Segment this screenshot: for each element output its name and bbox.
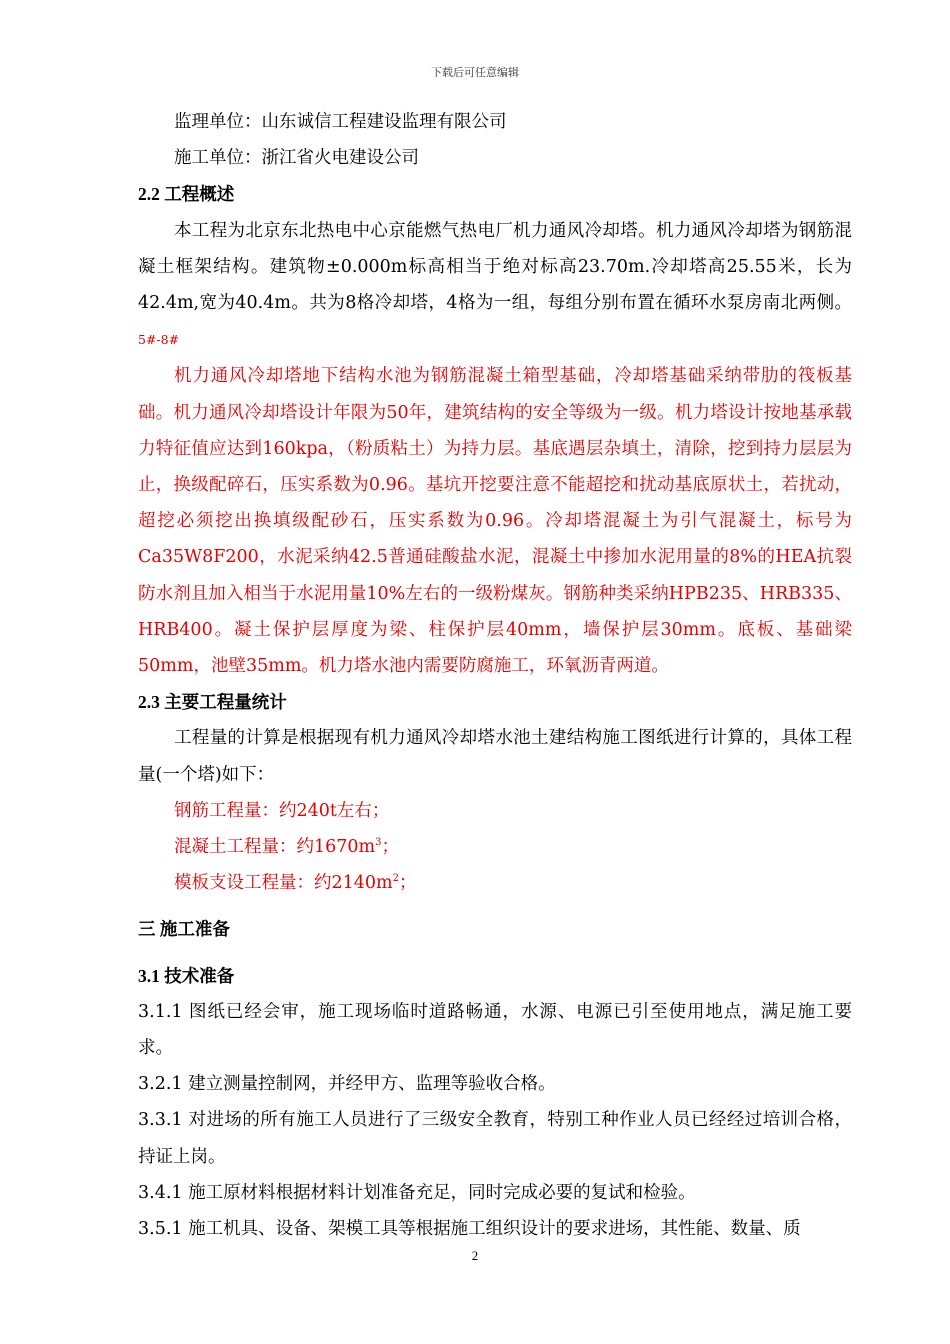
structure-paragraph: 机力通风冷却塔地下结构水池为钢筋混凝土箱型基础，冷却塔基础采纳带肋的筏板基础。机力通风冷却塔设计年限为50年，建筑结构的安全等级为一级。机力塔设计按地基承载力特征值应达到160kpa，（粉质粘土）为持力层。基底遇层杂填土，清除，挖到持力层层为止，换级配碎石，压实系数为0.96。基坑开挖要注意不能超挖和扰动基底原状土，若扰动，超挖必须挖出换填级配砂石，压实系数为0.96。冷却塔混凝土为引气混凝土，标号为Ca35W8F200，水泥采纳42.5普通硅酸盐水泥，混凝土中掺加水泥用量的8%的HEA抗裂防水剂且加入相当于水泥用量10%左右的一级粉煤灰。钢筋种类采纳HPB235、HRB335、HRB400。凝土保护层厚度为梁、柱保护层40mm，墙保护层30mm。底板、基础梁50mm，池壁35mm。机力塔水池内需要防腐施工，环氧沥青两道。 [138,366,852,677]
prep-item: 3.3.1 对进场的所有施工人员进行了三级安全教育，特别工种作业人员已经经过培训合格，持证上岗。 [138,1110,852,1167]
concrete-unit-sup: 3 [375,837,382,849]
heading-2-2: 2.2 工程概述 [138,184,235,205]
prep-item: 3.1.1 图纸已经会审，施工现场临时道路畅通，水源、电源已引至使用地点，满足施工要求。 [138,1001,852,1059]
page-header: 下载后可任意编辑 [431,66,519,79]
quantity-item-formwork [138,865,852,901]
quantity-intro: 工程量的计算是根据现有机力通风冷却塔水池土建结构施工图纸进行计算的，具体工程量(一个塔)如下： [138,728,852,785]
formwork-end: ； [399,873,417,894]
overview-paragraph [138,213,852,359]
supervisor-line: 监理单位：山东诚信工程建设监理有限公司 [174,112,507,132]
formwork-text: 模板支设工程量：约2140m [174,873,393,894]
formwork-unit-sup: 2 [392,873,400,885]
quantity-item-rebar: 钢筋工程量：约240t左右； [174,800,390,821]
overview-note: 5#-8# [138,332,180,348]
concrete-text: 混凝土工程量：约1670m [174,837,376,858]
quantity-item-concrete [138,829,852,865]
prep-item: 3.2.1 建立测量控制网，并经甲方、监理等验收合格。 [138,1074,556,1095]
heading-2-3: 2.3 主要工程量统计 [138,692,287,713]
prep-item: 3.5.1 施工机具、设备、架模工具等根据施工组织设计的要求进场，其性能、数量、质 [138,1219,801,1240]
prep-item: 3.4.1 施工原材料根据材料计划准备充足，同时完成必要的复试和检验。 [138,1182,696,1203]
overview-text: 本工程为北京东北热电中心京能燃气热电厂机力通风冷却塔。机力通风冷却塔为钢筋混凝土框架结构。建筑物±0.000m标高相当于绝对标高23.70m.冷却塔高25.55米，长为42.4m,宽为40.4m。共为8格冷却塔，4格为一组，每组分别布置在循环水泵房南北两侧。 [138,220,852,314]
heading-3-1: 3.1 技术准备 [138,965,235,986]
contractor-line: 施工单位：浙江省火电建设公司 [174,148,419,169]
page-number: 2 [471,1248,479,1263]
concrete-end: ； [381,837,400,858]
heading-3: 三 施工准备 [138,919,230,940]
document-body [138,104,852,1247]
